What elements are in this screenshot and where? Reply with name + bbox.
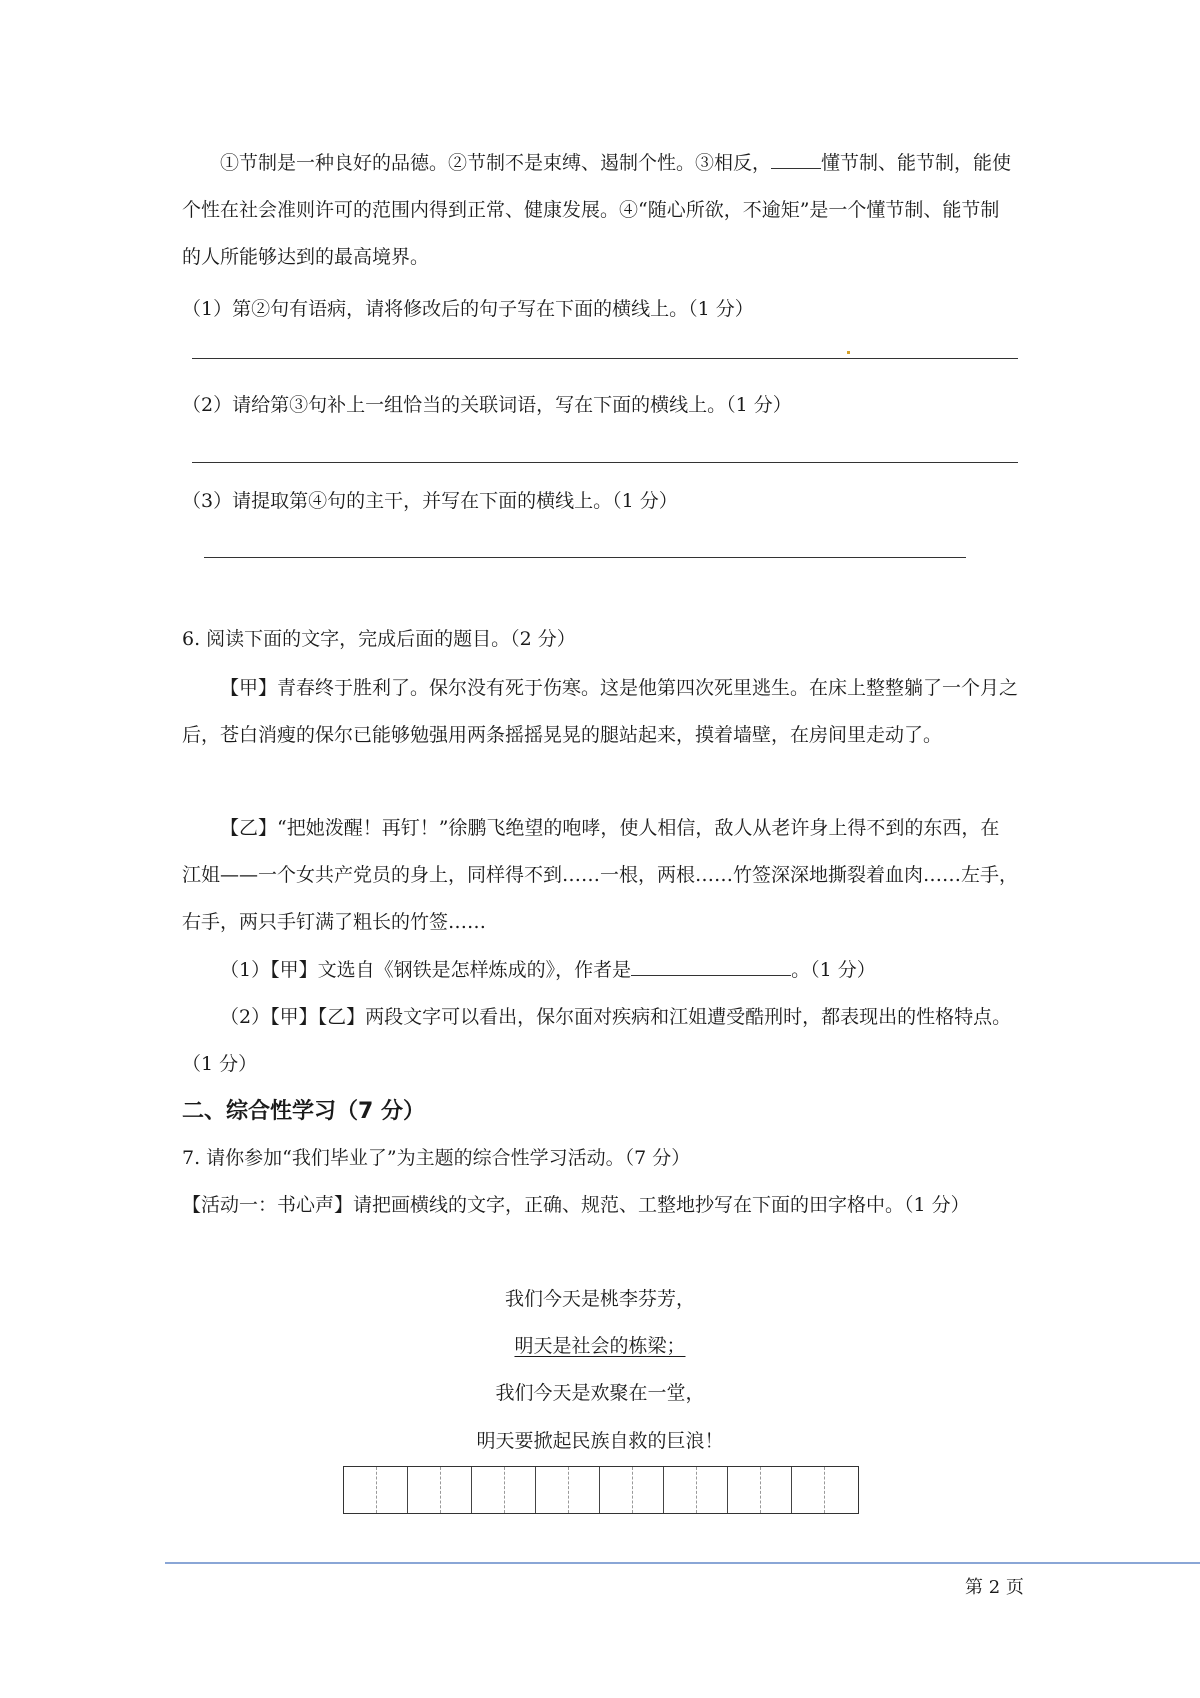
question-7-title: 7. 请你参加“我们毕业了”为主题的综合性学习活动。（7 分） [182,1147,691,1169]
question-6-1-score: 。（1 分） [791,959,876,981]
poem-line-2-underlined: 明天是社会的栋梁； [514,1335,686,1357]
passage-yi: 【乙】“把她泼醒！再钉！”徐鹏飞绝望的咆哮，使人相信，敌人从老许身上得不到的东西，在江姐——一个女共产党员的身上，同样得不到……一根，两根……竹签深深地撕裂着血肉……左手，右手，两只手钉满了粗长的竹签…… [182,817,1019,933]
grid-cell[interactable] [792,1467,856,1513]
poem-line-1: 我们今天是桃李芬芳， [504,1288,695,1310]
stray-mark [847,351,850,354]
question-5-1: （1）第②句有语病，请将修改后的句子写在下面的横线上。（1 分） [182,298,754,320]
grid-cell[interactable] [664,1467,728,1513]
question-6-title: 6. 阅读下面的文字，完成后面的题目。（2 分） [182,628,576,650]
question-5-2: （2）请给第③句补上一组恰当的关联词语，写在下面的横线上。（1 分） [182,394,792,416]
question-6-2: （2）【甲】【乙】两段文字可以看出，保尔面对疾病和江姐遭受酷刑时，都表现出的性格特点。（1 分） [182,1006,1012,1075]
page-number: 第 2 页 [965,1577,1024,1598]
passage-5-part2: 懂节制、能节制，能使个性在社会准则许可的范围内得到正常、健康发展。④“随心所欲，不逾矩”是一个懂节制、能节制的人所能够达到的最高境界。 [182,152,1012,268]
section-2-heading: 二、综合性学习（7 分） [182,1099,425,1124]
activity-1-instruction: 【活动一：书心声】请把画横线的文字，正确、规范、工整地抄写在下面的田字格中。（1 分） [182,1194,970,1216]
poem-line-4: 明天要掀起民族自救的巨浪！ [476,1430,724,1452]
grid-cell[interactable] [408,1467,472,1513]
grid-cell[interactable] [472,1467,536,1513]
grid-cell[interactable] [344,1467,408,1513]
passage-5 [182,140,1018,281]
blank-author [631,957,791,976]
poem-line-2 [0,1331,1200,1361]
grid-cell[interactable] [600,1467,664,1513]
passage-jia: 【甲】青春终于胜利了。保尔没有死于伤寒。这是他第四次死里逃生。在床上整整躺了一个月之后，苍白消瘦的保尔已能够勉强用两条摇摇晃晃的腿站起来，摸着墙壁，在房间里走动了。 [182,677,1019,746]
grid-cell[interactable] [728,1467,792,1513]
tianzige-grid[interactable] [343,1466,859,1514]
answer-line-5-3 [204,557,966,558]
passage-5-part1: ①节制是一种良好的品德。②节制不是束缚、遏制个性。③相反， [220,152,772,174]
grid-cell[interactable] [536,1467,600,1513]
question-6-1 [182,947,1018,994]
answer-line-5-1 [192,358,1018,359]
answer-line-5-2 [192,462,1018,463]
blank-connective [771,150,821,169]
question-6-1-text: （1）【甲】文选自《钢铁是怎样炼成的》，作者是 [220,959,632,981]
poem-line-3: 我们今天是欢聚在一堂， [495,1382,705,1404]
question-5-3: （3）请提取第④句的主干，并写在下面的横线上。（1 分） [182,490,678,512]
footer-divider [165,1562,1200,1564]
